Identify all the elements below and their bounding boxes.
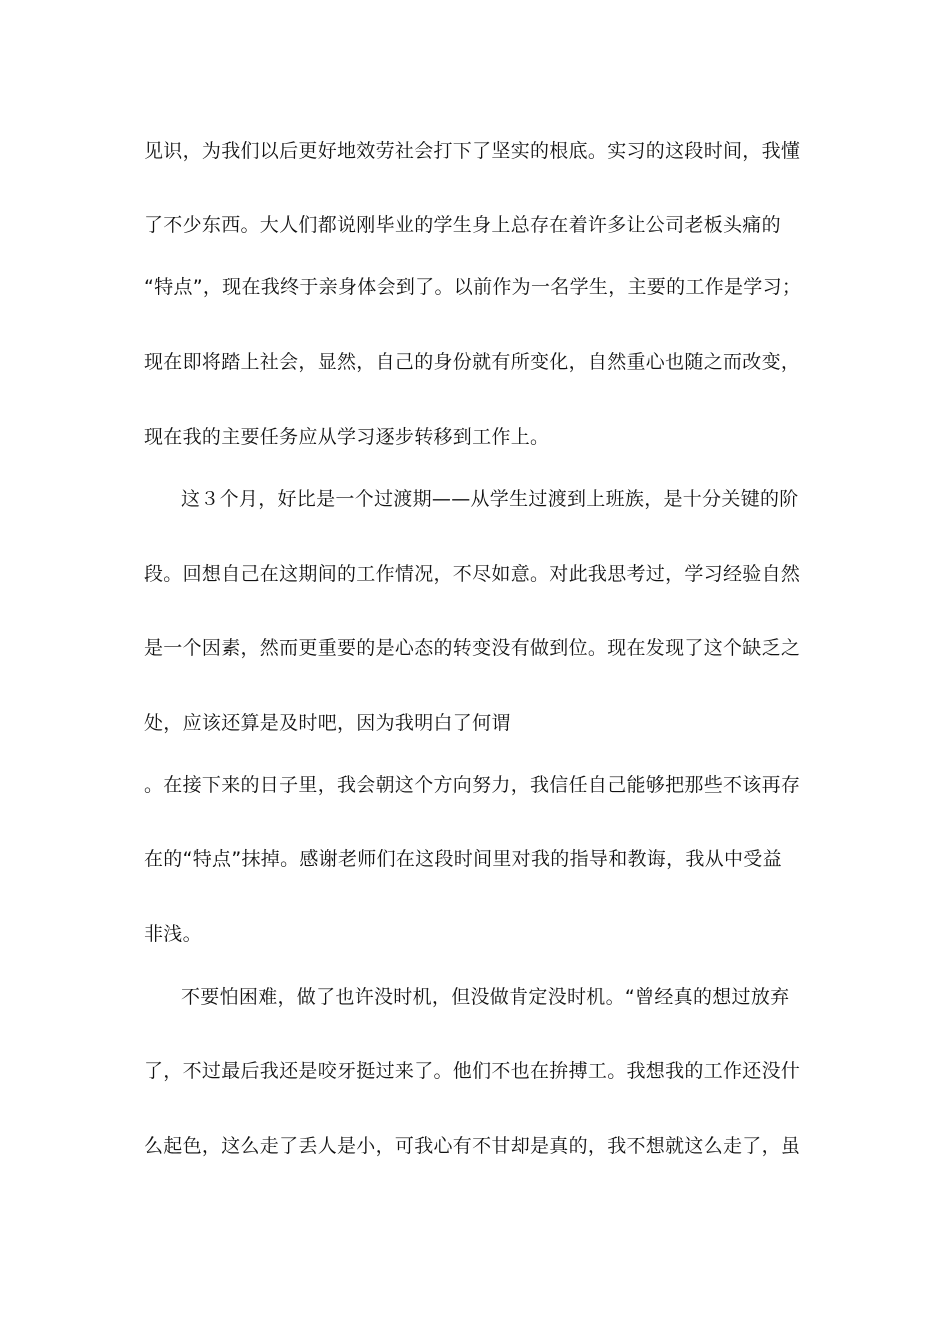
paragraph-3-line-2: 了，不过最后我还是咬牙挺过来了。他们不也在拚搏工。我想我的工作还没什 (144, 1060, 801, 1082)
paragraph-2-line-1: 这３个月，好比是一个过渡期——从学生过渡到上班族，是十分关键的阶 (181, 488, 799, 510)
paragraph-1-line-3: “特点”，现在我终于亲身体会到了。以前作为一名学生，主要的工作是学习； (144, 276, 802, 298)
paragraph-2-line-2: 段。回想自己在这期间的工作情况，不尽如意。对此我思考过，学习经验自然 (144, 563, 801, 585)
paragraph-1-line-1: 见识，为我们以后更好地效劳社会打下了坚实的根底。实习的这段时间，我懂 (144, 140, 801, 162)
paragraph-3-line-1: 不要怕困难，做了也许没时机，但没做肯定没时机。“曾经真的想过放弃 (181, 986, 790, 1008)
paragraph-3-line-3: 么起色，这么走了丢人是小，可我心有不甘却是真的，我不想就这么走了，虽 (144, 1135, 801, 1157)
paragraph-2-line-6: 在的“特点”抹掉。感谢老师们在这段时间里对我的指导和教诲，我从中受益 (144, 848, 782, 870)
paragraph-2-line-5: 。在接下来的日子里，我会朝这个方向努力，我信任自己能够把那些不该再存 (144, 774, 801, 796)
paragraph-2-line-7: 非浅。 (144, 923, 202, 945)
paragraph-1-line-2: 了不少东西。大人们都说刚毕业的学生身上总存在着许多让公司老板头痛的 (144, 214, 781, 236)
paragraph-2-line-4: 处，应该还算是及时吧，因为我明白了何谓 (144, 712, 511, 734)
paragraph-1-line-4: 现在即将踏上社会，显然，自己的身份就有所变化，自然重心也随之而改变， (144, 351, 801, 373)
paragraph-1-line-5: 现在我的主要任务应从学习逐步转移到工作上。 (144, 426, 550, 448)
paragraph-2-line-3: 是一个因素，然而更重要的是心态的转变没有做到位。现在发现了这个缺乏之 (144, 637, 801, 659)
